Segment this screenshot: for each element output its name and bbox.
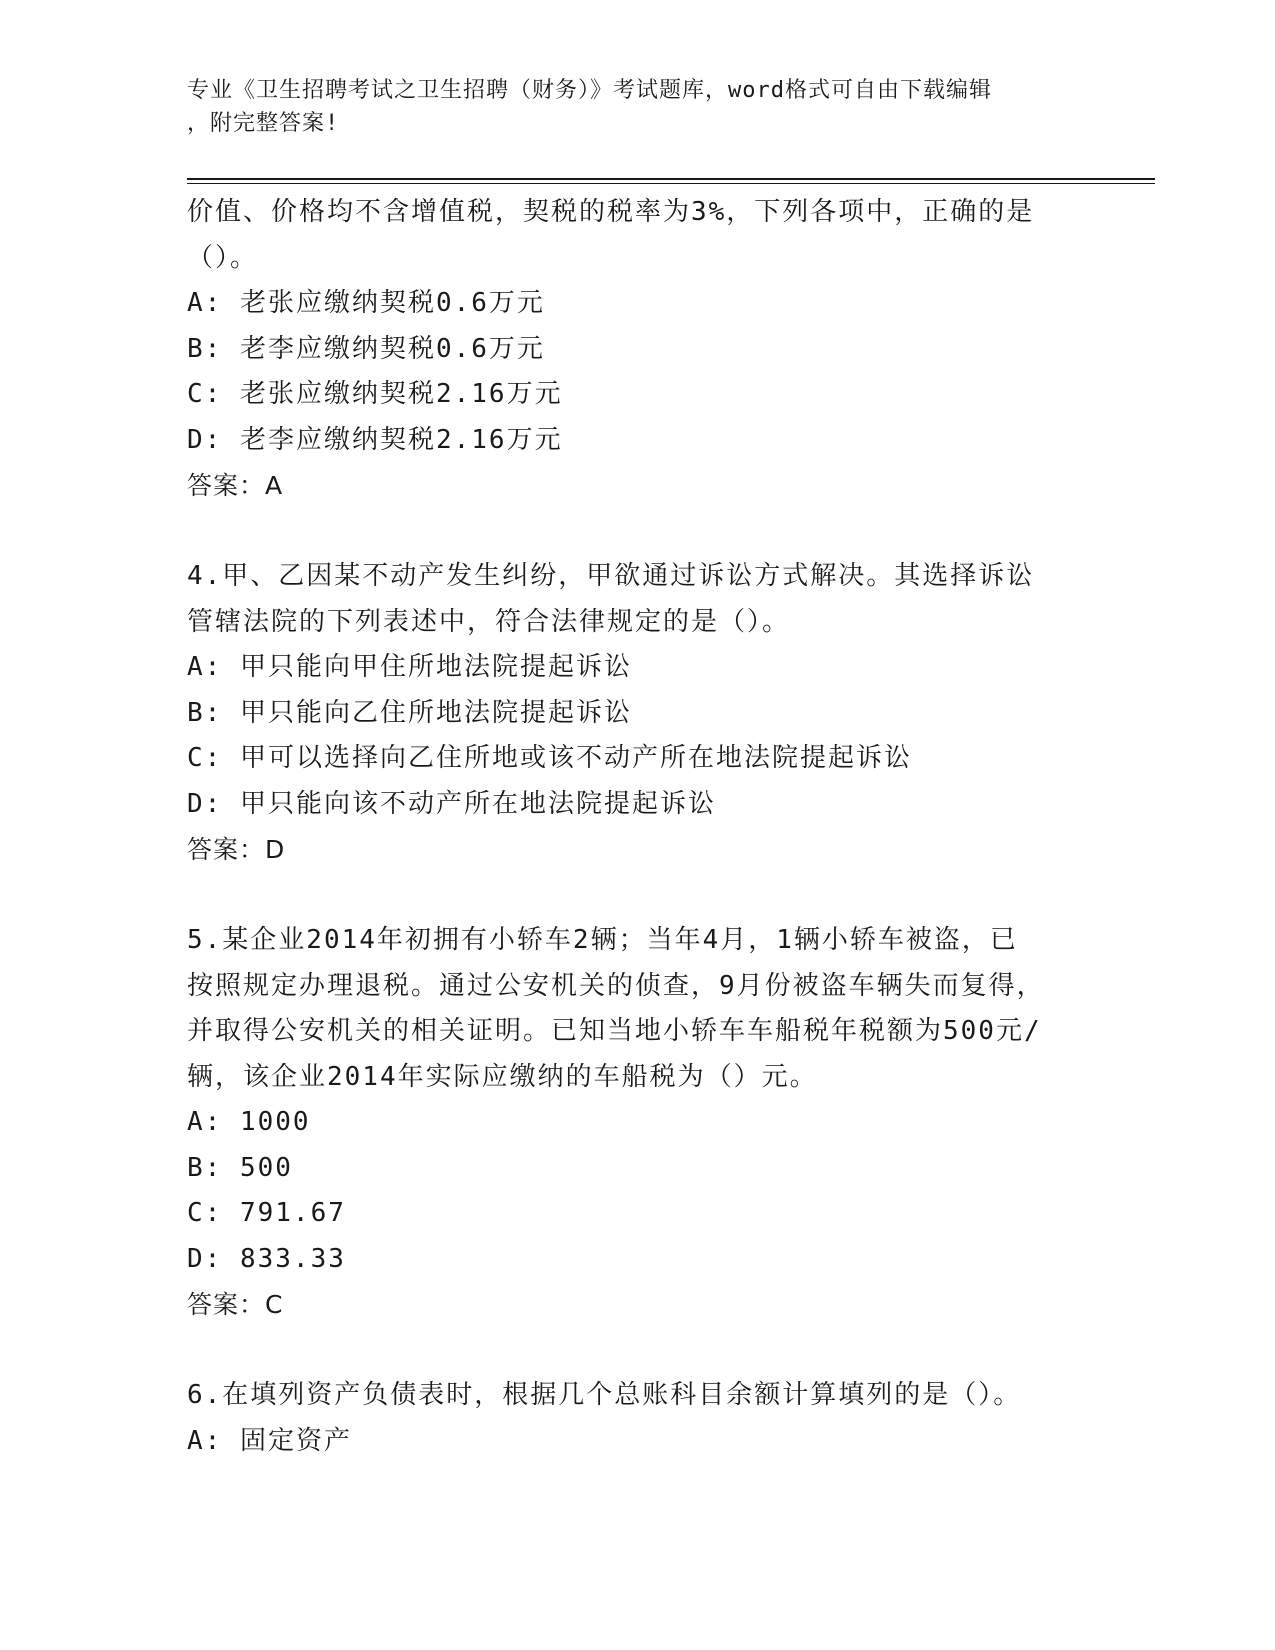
question-6 (187, 1373, 1087, 1464)
header-rule-thin (187, 183, 1155, 184)
header-line-2: ，附完整答案! (187, 111, 340, 136)
option-c: C: 甲可以选择向乙住所地或该不动产所在地法院提起诉讼 (187, 743, 912, 773)
question-stem-line: 价值、价格均不含增值税，契税的税率为3%，下列各项中，正确的是 (187, 197, 1035, 227)
answer-line: 答案：D (187, 835, 286, 864)
option-a: A: 1000 (187, 1107, 311, 1137)
answer-line: 答案：A (187, 471, 284, 500)
question-stem-line: 按照规定办理退税。通过公安机关的侦查，9月份被盗车辆失而复得， (187, 970, 1045, 1001)
question-4 (187, 554, 1087, 873)
question-stem-line: 并取得公安机关的相关证明。已知当地小轿车车船税年税额为500元/ (187, 1016, 1042, 1046)
option-d: D: 老李应缴纳契税2.16万元 (187, 424, 563, 455)
option-c: C: 老张应缴纳契税2.16万元 (187, 379, 563, 409)
option-b: B: 甲只能向乙住所地法院提起诉讼 (187, 697, 632, 728)
question-stem-line: 5.某企业2014年初拥有小轿车2辆；当年4月，1辆小轿车被盗，已 (187, 925, 1018, 955)
question-5 (187, 918, 1087, 1328)
answer-line: 答案：C (187, 1290, 284, 1319)
question-stem-line: 管辖法院的下列表述中，符合法律规定的是（）。 (187, 606, 791, 637)
spacer (187, 873, 1087, 919)
option-b: B: 500 (187, 1152, 293, 1183)
question-stem-line: 4.甲、乙因某不动产发生纠纷，甲欲通过诉讼方式解决。其选择诉讼 (187, 561, 1035, 591)
option-d: D: 甲只能向该不动产所在地法院提起诉讼 (187, 788, 716, 819)
option-c: C: 791.67 (187, 1198, 346, 1228)
option-d: D: 833.33 (187, 1243, 346, 1274)
document-header (187, 74, 1067, 140)
option-a: A: 甲只能向甲住所地法院提起诉讼 (187, 652, 632, 682)
header-line-1: 专业《卫生招聘考试之卫生招聘（财务）》考试题库，word格式可自由下载编辑 (187, 78, 992, 103)
question-stem-line: （）。 (187, 242, 259, 273)
option-a: A: 老张应缴纳契税0.6万元 (187, 288, 545, 318)
question-stem-line: 辆，该企业2014年实际应缴纳的车船税为（）元。 (187, 1061, 818, 1092)
question-content (187, 190, 1087, 1464)
option-a: A: 固定资产 (187, 1425, 352, 1456)
option-b: B: 老李应缴纳契税0.6万元 (187, 333, 545, 364)
spacer (187, 509, 1087, 555)
spacer (187, 1328, 1087, 1374)
question-stem-line: 6.在填列资产负债表时，根据几个总账科目余额计算填列的是（）。 (187, 1380, 1022, 1410)
header-rule-thick (187, 178, 1155, 180)
question-3 (187, 190, 1087, 509)
